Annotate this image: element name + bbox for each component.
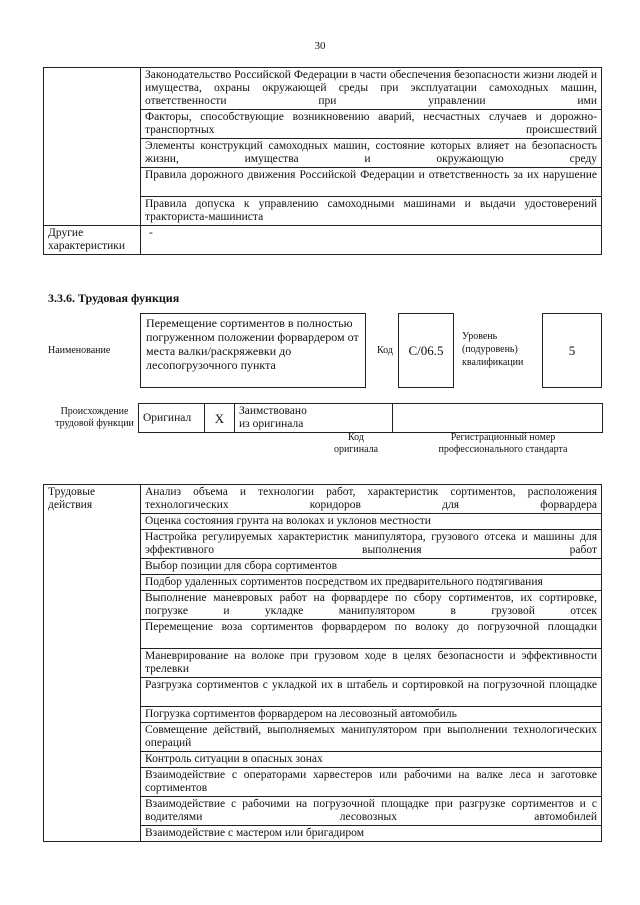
labor-action-item: Выполнение маневровых работ на форвардере по сбору сортиментов, их сортировке, погрузке и укладке манипулятором в грузовой отсек — [141, 591, 602, 620]
labor-action-item: Оценка состояния грунта на волоках и уклонов местности — [141, 514, 602, 530]
code-original-caption: Код оригинала — [333, 432, 379, 455]
labor-action-item: Подбор удаленных сортиментов посредством их предварительного подтягивания — [141, 575, 602, 591]
labor-actions-table — [43, 484, 602, 842]
level-value: 5 — [568, 343, 576, 358]
labor-action-item: Совмещение действий, выполняемых манипулятором при выполнении технологических операций — [141, 723, 602, 752]
function-name-box — [140, 313, 366, 388]
labor-action-item: Взаимодействие с операторами харвестеров или рабочими на валке леса и заготовке сортиментов — [141, 768, 602, 797]
knowledge-item: Правила дорожного движения Российской Федерации и ответственность за их нарушение — [141, 168, 602, 197]
table-row — [44, 485, 602, 514]
labor-action-item: Взаимодействие с мастером или бригадиром — [141, 826, 602, 842]
code-box — [398, 313, 454, 388]
level-label: Уровень (подуровень) квалификации — [462, 331, 524, 368]
original-mark: X — [205, 404, 235, 433]
knowledge-label-cell — [44, 68, 141, 226]
page-number: 30 — [314, 40, 326, 52]
labor-action-item: Перемещение воза сортиментов форвардером по волоку до погрузочной площадки — [141, 620, 602, 649]
knowledge-item: Законодательство Российской Федерации в части обеспечения безопасности жизни людей и имущества, охраны окружающей среды при эксплуатации самоходных машин, ответственности при управлении ими — [141, 68, 602, 110]
labor-action-item: Контроль ситуации в опасных зонах — [141, 752, 602, 768]
registration-cell — [393, 404, 603, 433]
labor-action-item: Погрузка сортиментов форвардером на лесовозный автомобиль — [141, 707, 602, 723]
level-box — [542, 313, 602, 388]
name-label: Наименование — [48, 345, 111, 356]
other-characteristics-label: Другие характеристики — [44, 226, 141, 255]
labor-actions-label: Трудовые действия — [44, 485, 141, 842]
code-value: C/06.5 — [408, 343, 444, 358]
table-row — [44, 226, 602, 255]
borrowed-cell — [235, 404, 393, 433]
original-cell: Оригинал — [139, 404, 205, 433]
knowledge-table — [43, 67, 602, 255]
table-row — [139, 404, 603, 433]
other-characteristics-value: - — [141, 226, 602, 255]
labor-action-item: Взаимодействие с рабочими на погрузочной площадке при разгрузке сортиментов и с водителями лесовозных автомобилей — [141, 797, 602, 826]
labor-action-item: Маневрирование на волоке при грузовом ходе в целях безопасности и эффективности трелевки — [141, 649, 602, 678]
knowledge-item: Элементы конструкций самоходных машин, состояние которых влияет на безопасность жизни, имущества и окружающую среду — [141, 139, 602, 168]
origin-label: Происхождение трудовой функции — [55, 406, 134, 429]
function-name: Перемещение сортиментов в полностью погруженном положении форвардером от места валки/раскряжевки до лесопогрузочного пункта — [146, 316, 359, 372]
reg-number-caption: Регистрационный номер профессионального стандарта — [438, 432, 568, 455]
table-row — [44, 68, 602, 110]
borrowed-label: Заимствовано из оригинала — [239, 405, 307, 430]
code-label: Код — [377, 345, 393, 356]
section-title: 3.3.6. Трудовая функция — [48, 291, 180, 305]
labor-action-item: Настройка регулируемых характеристик манипулятора, грузового отсека и машины для эффективного выполнения работ — [141, 530, 602, 559]
origin-table — [138, 403, 603, 433]
labor-action-item: Анализ объема и технологии работ, характеристик сортиментов, расположения технологических коридоров для форвардера — [141, 485, 602, 514]
labor-action-item: Разгрузка сортиментов с укладкой их в штабель и сортировкой на погрузочной площадке — [141, 678, 602, 707]
knowledge-item: Правила допуска к управлению самоходными машинами и выдачи удостоверений тракториста-машиниста — [141, 197, 602, 226]
knowledge-item: Факторы, способствующие возникновению аварий, несчастных случаев и дорожно-транспортных происшествий — [141, 110, 602, 139]
labor-action-item: Выбор позиции для сбора сортиментов — [141, 559, 602, 575]
